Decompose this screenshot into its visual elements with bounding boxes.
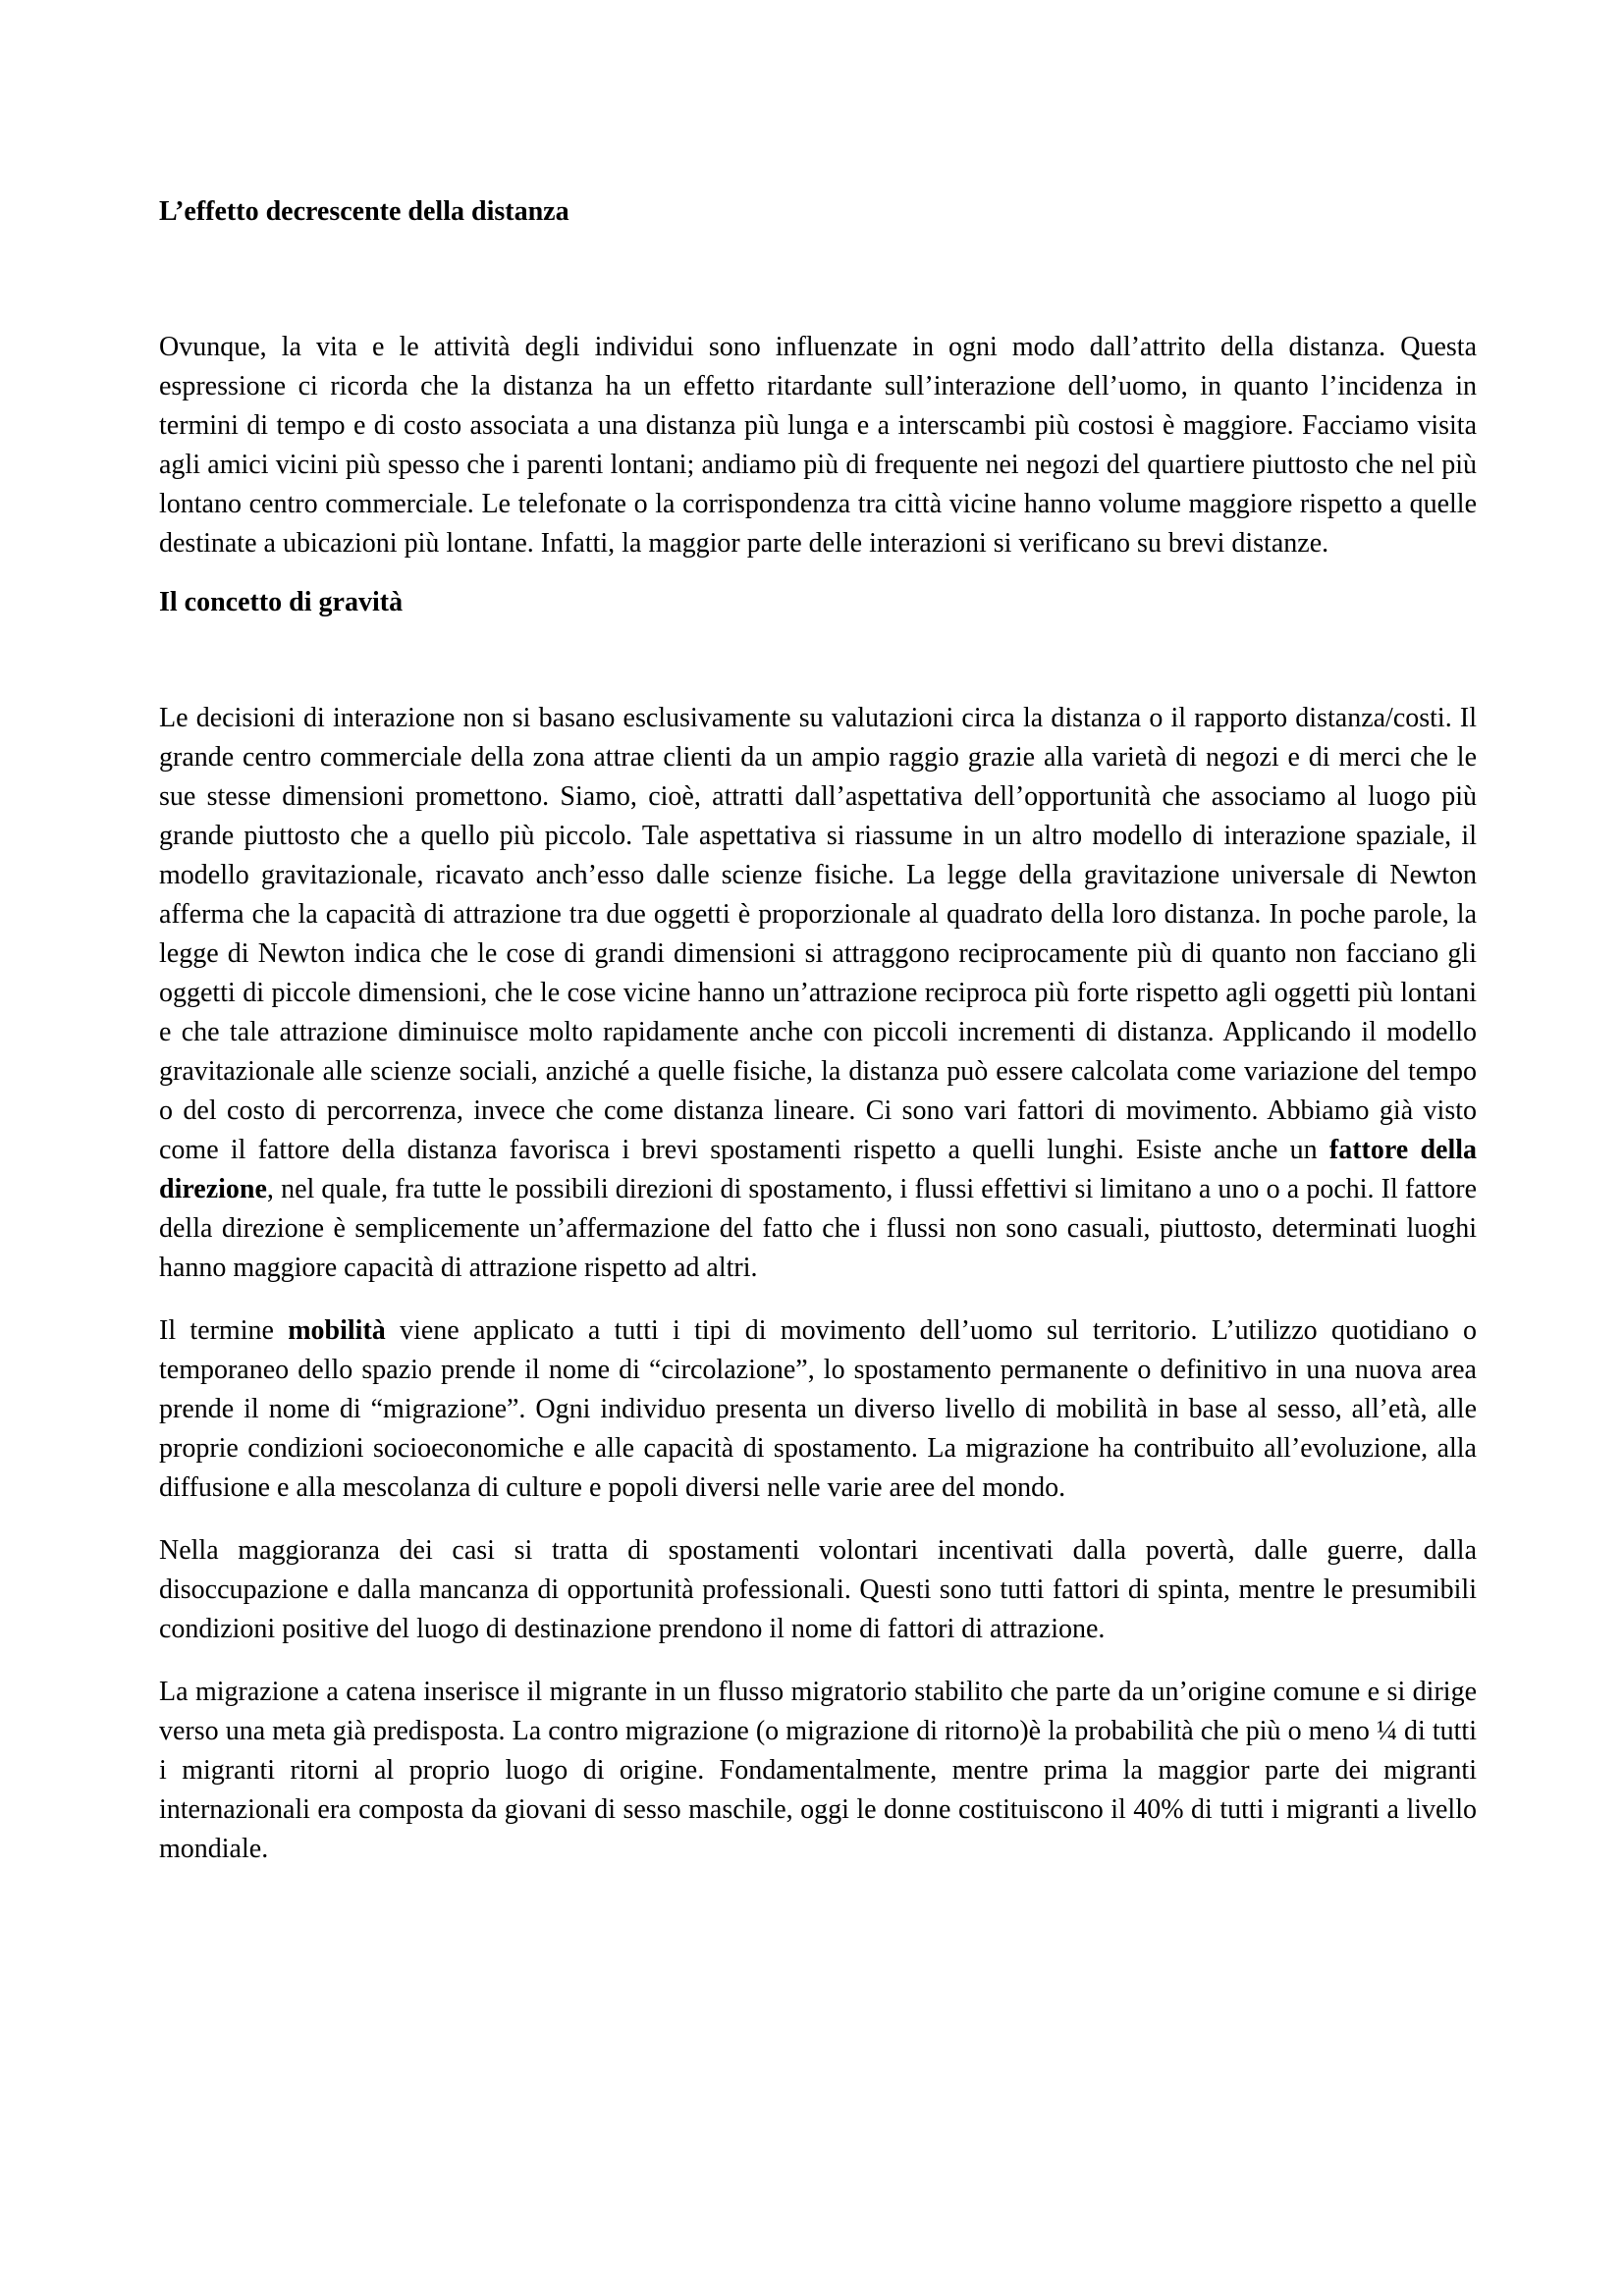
paragraph-mobility	[159, 1311, 1477, 1508]
paragraph-gravity-text-a: Le decisioni di interazione non si basano esclusivamente su valutazioni circa la distanza o il rapporto distanza/costi. Il grande centro commerciale della zona attrae clienti da un ampio raggio grazie alla varietà di negozi e di merci che le sue stesse dimensioni promettono. Siamo, cioè, attratti dall’aspettativa dell’opportunità che associamo al luogo più grande piuttosto che a quello più piccolo. Tale aspettativa si riassume in un altro modello di interazione spaziale, il modello gravitazionale, ricavato anch’esso dalle scienze fisiche. La legge della gravitazione universale di Newton afferma che la capacità di attrazione tra due oggetti è proporzionale al quadrato della loro distanza. In poche parole, la legge di Newton indica che le cose di grandi dimensioni si attraggono reciprocamente più di quanto non facciano gli oggetti di piccole dimensioni, che le cose vicine hanno un’attrazione reciproca più forte rispetto agli oggetti più lontani e che tale attrazione diminuisce molto rapidamente anche con piccoli incrementi di distanza.	[159, 703, 1477, 1047]
paragraph-gravity-model	[159, 699, 1477, 1288]
paragraph-gravity-text-b: Applicando il modello gravitazionale alle scienze sociali, anziché a quelle fisiche, la distanza può essere calcolata come variazione del tempo o del costo di percorrenza, invece che come distanza lineare. Ci sono vari fattori di movimento. Abbiamo già visto come il fattore della distanza favorisca i brevi spostamenti rispetto a quelli lunghi. Esiste anche un	[159, 1017, 1477, 1165]
term-direction-factor: fattore della direzione	[159, 1135, 1477, 1204]
term-mobility: mobilità	[288, 1315, 386, 1346]
paragraph-gravity-text-c: , nel quale, fra tutte le possibili direzioni di spostamento, i flussi effettivi si limitano a uno o a pochi. Il fattore della direzione è semplicemente un’affermazione del fatto che i flussi non sono casuali, piuttosto, determinati luoghi hanno maggiore capacità di attrazione rispetto ad altri.	[159, 1174, 1477, 1283]
paragraph-mobility-text-b: viene applicato a tutti i tipi di movimento dell’uomo sul territorio. L’utilizzo quotidiano o temporaneo dello spazio prende il nome di “circolazione”, lo spostamento permanente o definitivo in una nuova area prende il nome di “migrazione”. Ogni individuo presenta un diverso livello di mobilità in base al sesso, all’età, alle proprie condizioni socioeconomiche e alle capacità di spostamento. La migrazione ha contribuito all’evoluzione, alla diffusione e alla mescolanza di culture e popoli diversi nelle varie aree del mondo.	[159, 1315, 1478, 1503]
document-page	[159, 192, 1477, 1869]
paragraph-mobility-text-a: Il termine	[159, 1315, 289, 1346]
paragraph-distance-effect: Ovunque, la vita e le attività degli individui sono influenzate in ogni modo dall’attrito della distanza. Questa espressione ci ricorda che la distanza ha un effetto ritardante sull’interazione dell’uomo, in quanto l’incidenza in termini di tempo e di costo associata a una distanza più lunga e a interscambi più costosi è maggiore. Facciamo visita agli amici vicini più spesso che i parenti lontani; andiamo più di frequente nei negozi del quartiere piuttosto che nel più lontano centro commerciale. Le telefonate o la corrispondenza tra città vicine hanno volume maggiore rispetto a quelle destinate a ubicazioni più lontane. Infatti, la maggior parte delle interazioni si verificano su brevi distanze.	[159, 332, 1477, 559]
section-title-gravity-concept: Il concetto di gravità	[159, 587, 404, 617]
paragraph-push-pull-factors: Nella maggioranza dei casi si tratta di spostamenti volontari incentivati dalla povertà, dalle guerre, dalla disoccupazione e dalla mancanza di opportunità professionali. Questi sono tutti fattori di spinta, mentre le presumibili condizioni positive del luogo di destinazione prendono il nome di fattori di attrazione.	[159, 1535, 1477, 1644]
section-title-distance-effect: L’effetto decrescente della distanza	[159, 196, 569, 227]
paragraph-chain-migration: La migrazione a catena inserisce il migrante in un flusso migratorio stabilito che parte da un’origine comune e si dirige verso una meta già predisposta. La contro migrazione (o migrazione di ritorno)è la probabilità che più o meno ¼ di tutti i migranti ritorni al proprio luogo di origine. Fondamentalmente, mentre prima la maggior parte dei migranti internazionali era composta da giovani di sesso maschile, oggi le donne costituiscono il 40% di tutti i migranti a livello mondiale.	[159, 1677, 1477, 1864]
